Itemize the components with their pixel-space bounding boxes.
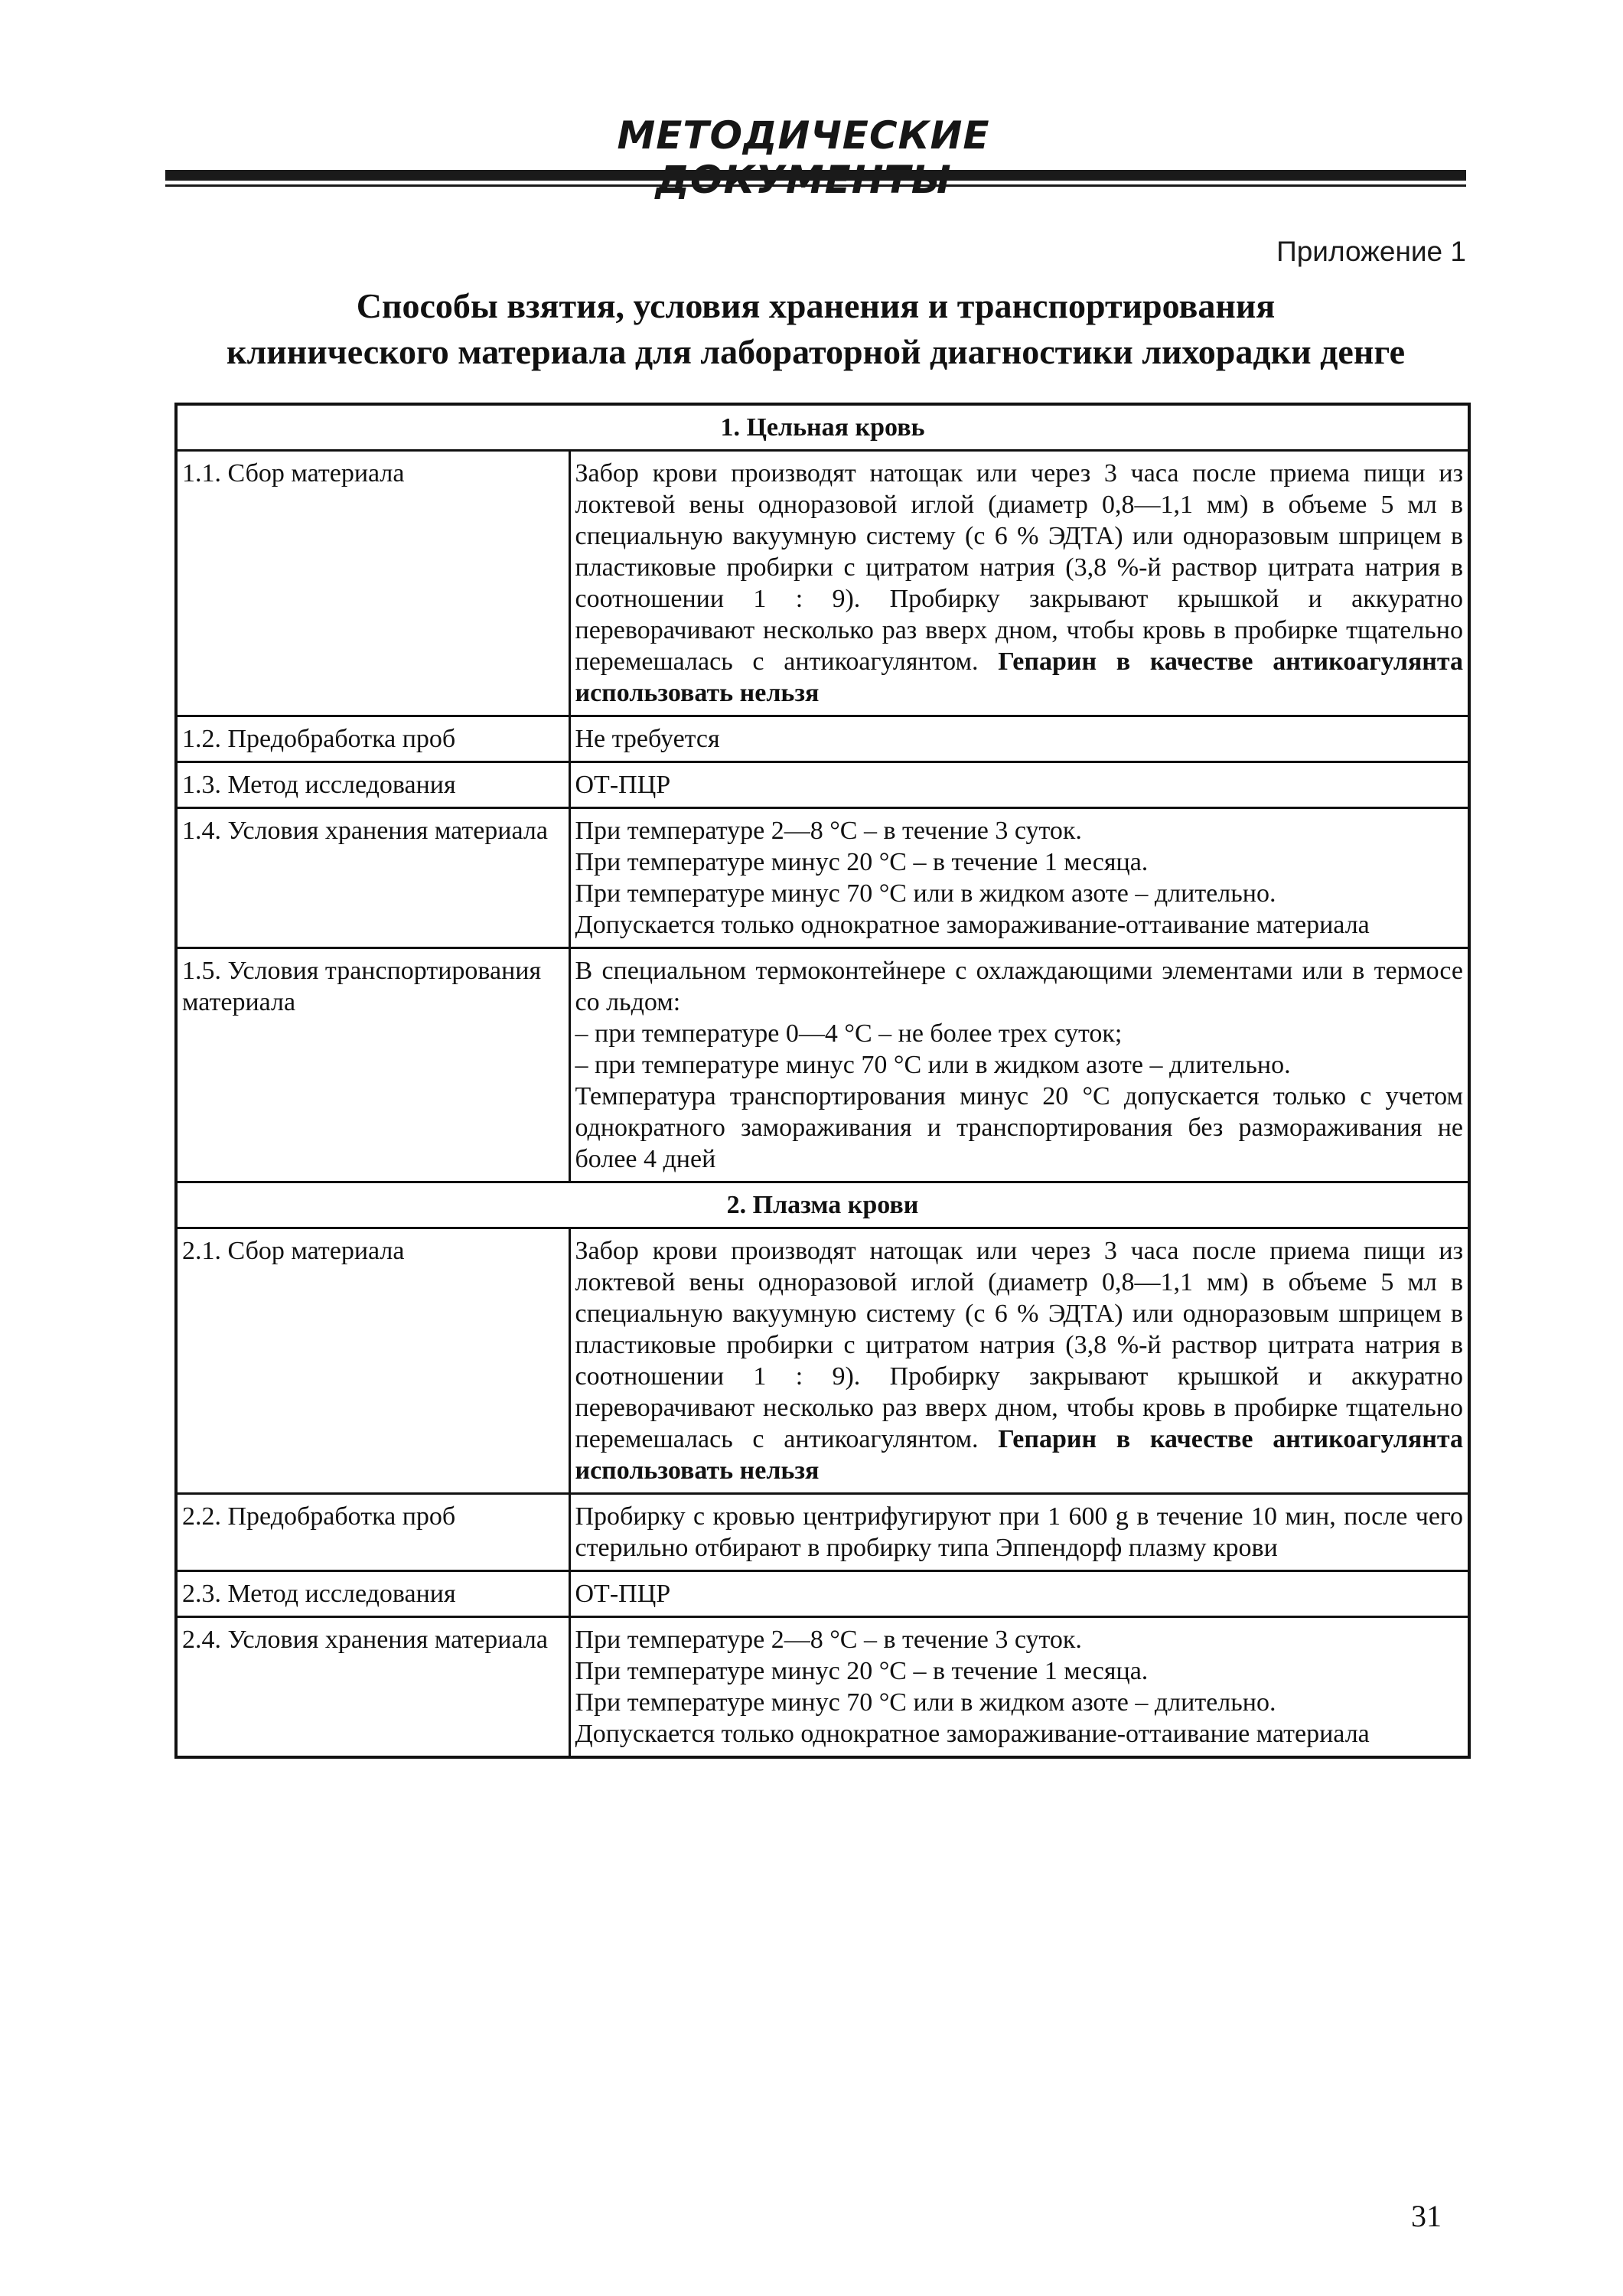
table-row xyxy=(176,716,1469,762)
row-line: Допускается только однократное замораживание-оттаивание материала xyxy=(575,1720,1370,1748)
header-rule-thin xyxy=(165,184,1466,187)
document-title-line-1: Способы взятия, условия хранения и транспортирования xyxy=(356,286,1276,325)
row-label: 2.4. Условия хранения материала xyxy=(176,1617,569,1758)
row-label: 2.1. Сбор материала xyxy=(176,1228,569,1494)
table-row xyxy=(176,808,1469,948)
row-line: При температуре минус 20 °С – в течение 1 месяца. xyxy=(575,848,1149,876)
row-line: В специальном термоконтейнере с охлаждающими элементами или в термосе со льдом: xyxy=(575,957,1464,1016)
table-row xyxy=(176,451,1469,716)
row-text: Забор крови производят натощак или через 3 часа после приема пищи из локтевой вены одноразовой иглой (диаметр 0,8—1,1 мм) в объеме 5 мл в специальную вакуумную систему (с 6 % ЭДТА) или одноразовым шприцем в пластиковые пробирки с цитратом натрия (3,8 %-й раствор цитрата натрия в соотношении 1 : 9). Пробирку закрывают крышкой и аккуратно переворачивают несколько раз вверх дном, чтобы кровь в пробирке тщательно перемешалась с антикоагулянтом. xyxy=(575,1237,1464,1453)
row-label: 1.3. Метод исследования xyxy=(176,762,569,808)
row-text: Забор крови производят натощак или через 3 часа после приема пищи из локтевой вены одноразовой иглой (диаметр 0,8—1,1 мм) в объеме 5 мл в специальную вакуумную систему (с 6 % ЭДТА) или одноразовым шприцем в пластиковые пробирки с цитратом натрия (3,8 %-й раствор цитрата натрия в соотношении 1 : 9). Пробирку закрывают крышкой и аккуратно переворачивают несколько раз вверх дном, чтобы кровь в пробирке тщательно перемешалась с антикоагулянтом. xyxy=(575,459,1464,676)
row-label: 1.4. Условия хранения материала xyxy=(176,808,569,948)
warning-text: Гепарин в качестве антикоагулянта использовать нельзя xyxy=(575,1425,1464,1485)
row-line: При температуре 2—8 °С – в течение 3 суток. xyxy=(575,1626,1082,1654)
row-content xyxy=(569,948,1469,1182)
row-label: 1.5. Условия транспортирования материала xyxy=(176,948,569,1182)
table-row xyxy=(176,1494,1469,1571)
row-content: Не требуется xyxy=(569,716,1469,762)
section-2-title: 2. Плазма крови xyxy=(176,1182,1469,1228)
document-title xyxy=(165,283,1466,375)
row-line: При температуре минус 70 °С или в жидком азоте – длительно. xyxy=(575,879,1276,908)
row-line: Температура транспортирования минус 20 °С допускается только с учетом однократного замораживания и транспортирования без размораживания не более 4 дней xyxy=(575,1082,1464,1173)
table-row xyxy=(176,762,1469,808)
row-content: ОТ-ПЦР xyxy=(569,762,1469,808)
appendix-label: Приложение 1 xyxy=(1276,236,1466,267)
table-row xyxy=(176,1617,1469,1758)
row-content xyxy=(569,808,1469,948)
page-number: 31 xyxy=(1411,2199,1442,2233)
section-header-row xyxy=(176,404,1469,451)
row-line: При температуре минус 70 °С или в жидком азоте – длительно. xyxy=(575,1688,1276,1717)
row-label: 2.2. Предобработка проб xyxy=(176,1494,569,1571)
table-row xyxy=(176,1571,1469,1617)
row-label: 2.3. Метод исследования xyxy=(176,1571,569,1617)
row-content xyxy=(569,451,1469,716)
table-row xyxy=(176,1228,1469,1494)
row-label: 1.2. Предобработка проб xyxy=(176,716,569,762)
row-line: Допускается только однократное замораживание-оттаивание материала xyxy=(575,911,1370,939)
row-line: – при температуре 0—4 °С – не более трех суток; xyxy=(575,1019,1123,1048)
row-content: Пробирку с кровью центрифугируют при 1 600 g в течение 10 мин, после чего стерильно отбирают в пробирку типа Эппендорф плазму крови xyxy=(569,1494,1469,1571)
warning-text: Гепарин в качестве антикоагулянта использовать нельзя xyxy=(575,647,1464,707)
section-1-title: 1. Цельная кровь xyxy=(176,404,1469,451)
section-header-row xyxy=(176,1182,1469,1228)
row-content xyxy=(569,1228,1469,1494)
row-line: – при температуре минус 70 °С или в жидком азоте – длительно. xyxy=(575,1051,1291,1079)
row-content: ОТ-ПЦР xyxy=(569,1571,1469,1617)
specimen-table xyxy=(174,403,1471,1759)
header-rule-thick xyxy=(165,170,1466,181)
running-head: МЕТОДИЧЕСКИЕ xyxy=(617,113,990,158)
document-title-line-2: клинического материала для лабораторной диагностики лихорадки денге xyxy=(226,332,1406,371)
row-line: При температуре минус 20 °С – в течение 1 месяца. xyxy=(575,1657,1149,1685)
row-line: При температуре 2—8 °С – в течение 3 суток. xyxy=(575,817,1082,845)
table-row xyxy=(176,948,1469,1182)
row-content xyxy=(569,1617,1469,1758)
row-label: 1.1. Сбор материала xyxy=(176,451,569,716)
